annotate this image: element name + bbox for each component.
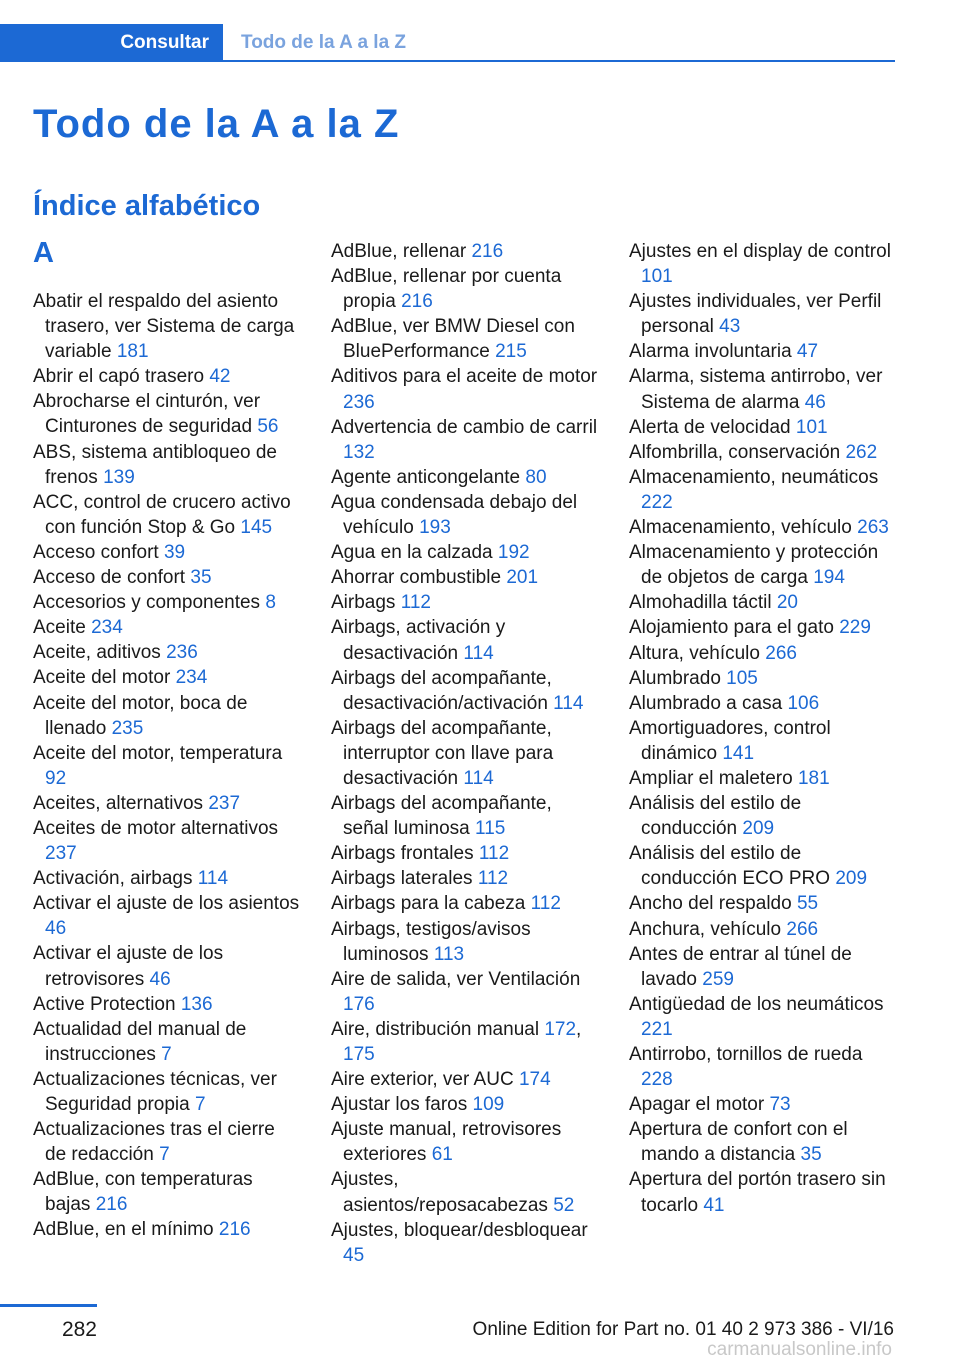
entry-text: Apagar el motor — [629, 1094, 765, 1116]
entry-text: Ajustes, asientos/reposacabezas — [331, 1169, 548, 1216]
index-entry — [629, 590, 897, 615]
entry-text: Activar el ajuste de los retrovisores — [33, 943, 224, 990]
edition-note: Online Edition for Part no. 01 40 2 973 386 - VI/16 — [472, 1319, 894, 1340]
index-entry — [629, 1117, 897, 1167]
entry-text: Airbags, activación y desactivación — [331, 617, 506, 664]
page-link[interactable]: 114 — [463, 642, 494, 664]
entry-text: Ajuste manual, retrovisores exteriores — [331, 1119, 562, 1166]
page-link[interactable]: 222 — [641, 491, 673, 513]
page-link[interactable]: 112 — [530, 893, 561, 915]
entry-text: Ahorrar combustible — [331, 567, 502, 589]
page-link[interactable]: 235 — [111, 717, 144, 739]
page-link[interactable]: 136 — [180, 993, 213, 1015]
page-link[interactable]: 112 — [477, 868, 509, 890]
index-entry — [331, 841, 599, 866]
index-entry — [331, 465, 599, 490]
entry-text: Alarma, sistema antirrobo, ver Sistema de alarma — [629, 366, 883, 413]
page-link[interactable]: 263 — [857, 517, 889, 539]
entry-text: Amortiguadores, control dinámico — [629, 717, 831, 764]
entry-text: Airbags — [331, 592, 396, 614]
entry-text: Anchura, vehículo — [629, 918, 782, 940]
index-entry — [33, 590, 301, 615]
page-link[interactable]: 215 — [495, 341, 527, 363]
page-link[interactable]: 43 — [719, 316, 741, 338]
index-entry — [331, 540, 599, 565]
index-entry — [629, 1092, 897, 1117]
entry-text: Abatir el respaldo del asiento trasero, ver Sistema de carga variable — [33, 291, 295, 363]
entry-text: Alarma involuntaria — [629, 341, 792, 363]
index-entry — [331, 239, 599, 264]
entry-text: Análisis del estilo de conducción — [629, 793, 802, 840]
page-link[interactable]: 266 — [786, 918, 819, 940]
entry-text: Alfombrilla, conservación — [629, 441, 841, 463]
entry-text: Antigüedad de los neumáticos — [629, 993, 884, 1015]
index-entry — [33, 640, 301, 665]
page-number: 282 — [61, 1318, 97, 1341]
page-link[interactable]: 20 — [776, 592, 798, 614]
page-link[interactable]: 237 — [208, 792, 241, 814]
index-entry — [629, 239, 897, 289]
entry-text: Activar el ajuste de los asientos — [33, 893, 300, 915]
entry-text: Análisis del estilo de conducción ECO PRO — [629, 843, 831, 890]
header-divider — [223, 60, 895, 62]
index-entry — [33, 615, 301, 640]
index-entry — [33, 941, 301, 991]
index-entry — [331, 1067, 599, 1092]
index-entry — [33, 992, 301, 1017]
page-link[interactable]: 262 — [845, 441, 878, 463]
index-entry — [629, 917, 897, 942]
index-entry — [629, 364, 897, 414]
entry-text: Activación, airbags — [33, 868, 193, 890]
index-entry: Aire, distribución manual 172, 175 — [331, 1018, 582, 1065]
index-entry — [629, 992, 897, 1042]
index-entry — [331, 415, 599, 465]
index-entry — [629, 440, 897, 465]
page-link[interactable]: 42 — [209, 366, 231, 388]
page-link[interactable]: 46 — [45, 918, 67, 940]
index-entry — [33, 440, 301, 490]
page-link[interactable]: 234 — [91, 617, 123, 639]
page-link[interactable]: 7 — [161, 1043, 172, 1065]
index-entry — [331, 1117, 599, 1167]
entry-text: Acceso de confort — [33, 567, 186, 589]
entry-text: Ancho del respaldo — [629, 893, 792, 915]
entry-text: Aceite del motor — [33, 667, 171, 689]
entry-text: Almacenamiento y protección de objetos de carga — [629, 542, 879, 589]
page-link[interactable]: 221 — [641, 1018, 673, 1040]
page-link[interactable]: 181 — [797, 767, 830, 789]
index-entry — [629, 791, 897, 841]
entry-text: Actualizaciones tras el cierre de redacción — [33, 1119, 275, 1166]
index-entry — [33, 565, 301, 590]
watermark: carmanualsonline.info — [707, 1339, 892, 1360]
entry-text: Advertencia de cambio de carril — [331, 416, 598, 438]
entry-text: Almacenamiento, neumáticos — [629, 466, 879, 488]
page-link[interactable]: 46 — [149, 968, 171, 990]
entry-text: Aditivos para el aceite de motor — [331, 366, 598, 388]
page-link[interactable]: 141 — [722, 742, 755, 764]
entry-text: Ampliar el maletero — [629, 767, 793, 789]
entry-text: ACC, control de crucero activo con función Stop & Go — [33, 491, 291, 538]
page-link[interactable]: 139 — [103, 466, 135, 488]
page-link[interactable]: 112 — [400, 592, 431, 614]
index-entry — [33, 791, 301, 816]
entry-text: Apertura de confort con el mando a distancia — [629, 1119, 848, 1166]
index-entry — [629, 716, 897, 766]
entry-text: Abrocharse el cinturón, ver Cinturones de seguridad — [33, 391, 261, 438]
index-entry — [629, 1167, 897, 1217]
page-link[interactable]: 234 — [175, 667, 208, 689]
entry-text: Alojamiento para el gato — [629, 617, 834, 639]
entry-text: AdBlue, rellenar por cuenta propia — [331, 266, 562, 313]
entry-text: Aceites, alternativos — [33, 792, 204, 814]
page-link[interactable]: 7 — [195, 1094, 206, 1115]
index-entry — [33, 1017, 301, 1067]
index-entry — [331, 917, 599, 967]
page-link[interactable]: 45 — [343, 1244, 365, 1266]
entry-list — [331, 239, 599, 1268]
index-entry — [629, 415, 897, 440]
index-entry — [331, 615, 599, 665]
index-entry — [33, 665, 301, 690]
entry-text: Alumbrado a casa — [629, 692, 783, 714]
page-link[interactable]: 132 — [343, 441, 375, 463]
page-link[interactable]: 193 — [419, 517, 451, 539]
entry-text: ABS, sistema antibloqueo de frenos — [33, 441, 277, 488]
page-link[interactable]: 216 — [471, 241, 504, 262]
page-link[interactable]: 209 — [835, 868, 868, 890]
index-entry — [33, 490, 301, 540]
tab-consultar[interactable]: Consultar — [0, 24, 223, 62]
page-link[interactable]: 115 — [475, 818, 506, 840]
page-link[interactable]: 8 — [265, 592, 276, 614]
index-entry — [629, 465, 897, 515]
page-link[interactable]: 216 — [218, 1219, 251, 1241]
page-link[interactable]: 194 — [813, 567, 845, 589]
index-entry — [331, 590, 599, 615]
page-link[interactable]: 209 — [742, 818, 775, 840]
index-entry — [33, 1217, 301, 1242]
entry-text: Abrir el capó trasero — [33, 366, 205, 388]
page-link[interactable]: 236 — [343, 391, 375, 413]
index-entry — [629, 615, 897, 640]
index-entry — [331, 791, 599, 841]
page-link[interactable]: 41 — [703, 1194, 725, 1216]
entry-text: Aceite, aditivos — [33, 642, 161, 664]
page-link[interactable]: 216 — [401, 291, 433, 313]
page-link[interactable]: 105 — [726, 667, 758, 689]
page-link[interactable]: 259 — [702, 968, 734, 990]
page-link[interactable]: 228 — [641, 1069, 673, 1091]
page-link[interactable]: 229 — [839, 617, 871, 639]
page-link[interactable]: 175 — [343, 1044, 375, 1065]
page-link[interactable]: 237 — [45, 843, 77, 865]
entry-text: Alerta de velocidad — [629, 416, 791, 438]
entry-text: Airbags del acompañante, interruptor con llave para desactivación — [331, 717, 554, 789]
page-link[interactable]: 52 — [553, 1194, 575, 1216]
entry-text: Ajustes en el display de control — [629, 241, 891, 262]
page-link[interactable]: 80 — [525, 466, 547, 488]
entry-text: Antes de entrar al túnel de lavado — [629, 943, 852, 990]
entry-text: Aire de salida, ver Ventilación — [331, 968, 581, 990]
entry-text: Acceso confort — [33, 541, 159, 563]
page-link[interactable]: 109 — [472, 1094, 505, 1116]
entry-text: Alumbrado — [629, 667, 721, 689]
index-entry — [629, 641, 897, 666]
index-entry — [331, 490, 599, 540]
index-entry — [629, 666, 897, 691]
page-link[interactable]: 7 — [159, 1144, 170, 1166]
page-link[interactable]: 101 — [641, 266, 673, 288]
entry-text: Agua en la calzada — [331, 542, 493, 564]
page-link[interactable]: 61 — [431, 1144, 453, 1166]
page-link[interactable]: 73 — [769, 1094, 791, 1116]
index-column-3 — [629, 239, 897, 1218]
page-link[interactable]: 172 — [544, 1018, 577, 1040]
index-entry — [629, 691, 897, 716]
entry-text: Aceite del motor, temperatura — [33, 742, 283, 764]
page-link[interactable]: 174 — [518, 1069, 551, 1091]
page-link[interactable]: 114 — [197, 868, 229, 890]
index-entry — [629, 891, 897, 916]
entry-list — [33, 289, 301, 1243]
index-entry — [33, 1067, 301, 1117]
entry-text: Ajustar los faros — [331, 1094, 468, 1116]
index-entry — [33, 540, 301, 565]
page-link[interactable]: 192 — [497, 542, 530, 564]
breadcrumb[interactable]: Todo de la A a la Z — [241, 32, 407, 53]
page-link[interactable]: 236 — [166, 642, 198, 664]
index-entry — [629, 766, 897, 791]
index-entry — [33, 741, 301, 791]
page-link[interactable]: 216 — [95, 1194, 128, 1216]
footer-divider — [0, 1304, 97, 1307]
index-entry — [331, 716, 599, 791]
entry-text: Apertura del portón trasero sin tocarlo — [629, 1169, 886, 1216]
index-entry — [629, 1042, 897, 1092]
entry-text: AdBlue, con temperaturas bajas — [33, 1169, 253, 1216]
entry-text: Airbags para la cabeza — [331, 893, 526, 915]
index-entry — [331, 565, 599, 590]
entry-text: Airbags, testigos/avisos luminosos — [331, 918, 531, 965]
index-entry — [331, 264, 599, 314]
index-entry — [33, 1117, 301, 1167]
index-entry — [331, 1167, 599, 1217]
entry-text: AdBlue, rellenar — [331, 241, 467, 262]
entry-text: Airbags frontales — [331, 843, 474, 865]
page-link[interactable]: 114 — [463, 767, 494, 789]
page-link[interactable]: 101 — [795, 416, 828, 438]
index-entry — [629, 515, 897, 540]
entry-text: Aceite del motor, boca de llenado — [33, 692, 248, 739]
page-link[interactable]: 46 — [804, 391, 826, 413]
index-entry — [33, 364, 301, 389]
page-link[interactable]: 113 — [433, 943, 465, 965]
index-entry — [331, 666, 599, 716]
index-entry — [33, 1167, 301, 1217]
page-link[interactable]: 92 — [45, 767, 67, 789]
index-entry — [331, 314, 599, 364]
page-link[interactable]: 181 — [116, 341, 149, 363]
entry-text: Aire, distribución manual — [331, 1018, 540, 1040]
entry-text: Agente anticongelante — [331, 466, 521, 488]
page-title: Todo de la A a la Z — [33, 102, 400, 146]
index-entry — [331, 891, 599, 916]
entry-text: Accesorios y componentes — [33, 592, 261, 614]
index-entry — [33, 891, 301, 941]
entry-text: Ajustes individuales, ver Perfil personal — [629, 291, 882, 338]
index-entry — [33, 389, 301, 439]
entry-text: Actualidad del manual de instrucciones — [33, 1018, 247, 1065]
index-column-1 — [33, 239, 301, 1243]
header — [0, 24, 895, 62]
entry-text: AdBlue, ver BMW Diesel con BluePerformance — [331, 316, 575, 363]
index-entry — [629, 540, 897, 590]
entry-text: Antirrobo, tornillos de rueda — [629, 1044, 863, 1065]
page-link[interactable]: 114 — [553, 692, 584, 714]
page-link[interactable]: 39 — [163, 541, 186, 563]
index-entry — [331, 866, 599, 891]
entry-list — [629, 239, 897, 1218]
index-entry — [331, 967, 599, 1017]
index-entry — [629, 339, 897, 364]
entry-text: Active Protection — [33, 993, 176, 1015]
page-link[interactable]: 145 — [240, 516, 273, 538]
page-link[interactable]: 35 — [800, 1144, 822, 1166]
section-title: Índice alfabético — [33, 190, 261, 222]
entry-text: Airbags del acompañante, desactivación/activación — [331, 667, 552, 714]
entry-text: Actualizaciones técnicas, ver Seguridad propia — [33, 1068, 277, 1115]
index-entry — [331, 364, 599, 414]
page-link[interactable]: 112 — [478, 843, 510, 865]
page-link[interactable]: 176 — [343, 993, 375, 1015]
entry-text: Ajustes, bloquear/desbloquear — [331, 1219, 588, 1241]
index-entry — [629, 942, 897, 992]
index-entry — [629, 841, 897, 891]
index-entry — [331, 1218, 599, 1268]
entry-text: Almacenamiento, vehículo — [629, 517, 852, 539]
index-entry — [331, 1092, 599, 1117]
entry-text: Altura, vehículo — [629, 642, 760, 664]
entry-text: Aceite — [33, 617, 86, 639]
entry-text: Almohadilla táctil — [629, 592, 772, 614]
index-column-2 — [331, 239, 599, 1268]
index-entry — [33, 691, 301, 741]
page-link[interactable]: 35 — [190, 567, 212, 589]
page-link[interactable]: 266 — [765, 642, 797, 664]
index-letter: A — [33, 237, 54, 269]
index-entry — [33, 866, 301, 891]
page-link[interactable]: 55 — [796, 893, 819, 915]
entry-text: Aire exterior, ver AUC — [331, 1069, 514, 1091]
entry-text: Aceites de motor alternativos — [33, 817, 279, 839]
page-link[interactable]: 106 — [787, 692, 820, 714]
page-link[interactable]: 201 — [506, 567, 539, 589]
index-entry — [33, 289, 301, 364]
index-entry — [33, 816, 301, 866]
page-link[interactable]: 56 — [257, 416, 279, 438]
entry-text: Airbags laterales — [331, 868, 473, 890]
index-entry — [629, 289, 897, 339]
entry-text: AdBlue, en el mínimo — [33, 1219, 214, 1241]
page-link[interactable]: 47 — [796, 341, 819, 363]
entry-text: Agua condensada debajo del vehículo — [331, 491, 578, 539]
entry-text: Airbags del acompañante, señal luminosa — [331, 793, 552, 840]
